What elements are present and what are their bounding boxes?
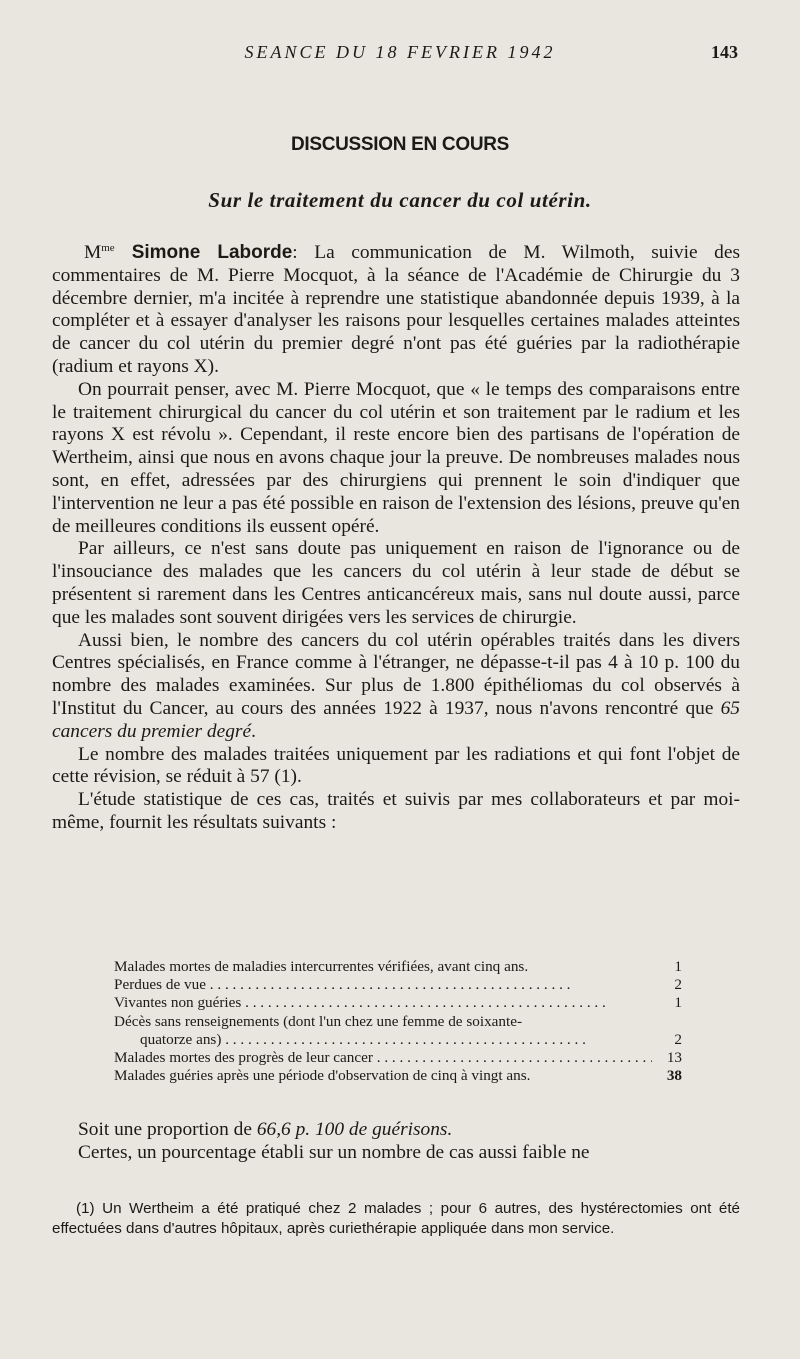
body-text: [52, 237, 740, 835]
page-number: 143: [711, 42, 738, 62]
speaker-title-superscript: me: [101, 242, 115, 254]
results-row-value: 1: [674, 994, 682, 1012]
paragraph-3: Par ailleurs, ce n'est sans doute pas uniquement en raison de l'ignorance ou de l'insouciance des malades que les cancers du col utérin à leur stade de début se présentent si rarement dans les Centres anticancéreux mais, sans nul doute aussi, parce que les malades sont souvent dirigées vers les services de chirurgie.: [52, 538, 740, 628]
section-heading: DISCUSSION EN COURS: [290, 134, 510, 155]
results-row: [114, 1049, 682, 1067]
running-head: [0, 42, 800, 68]
results-row: [114, 1067, 682, 1085]
results-row-label: Malades mortes de maladies intercurrentes vérifiées, avant cinq ans.: [114, 958, 529, 975]
results-row: [114, 958, 682, 976]
section-subheading: Sur le traitement du cancer du col utérin.: [208, 188, 592, 212]
results-row-value: 2: [674, 1030, 682, 1048]
results-row-label: Malades mortes des progrès de leur cancer . . .: [114, 1049, 652, 1067]
paragraph-7: [52, 1119, 740, 1142]
paragraph-4: [52, 630, 740, 744]
running-head-title: SEANCE DU 18 FEVRIER 1942: [244, 42, 556, 62]
paragraph-7-text: Soit une proportion de: [78, 1119, 257, 1140]
paragraph-1-text: : La communication de M. Wilmoth, suivie des commentaires de M. Pierre Mocquot, à la séance de l'Académie de Chirurgie du 3 décembre dernier, m'a incitée à reprendre une statistique abandonnée depuis 1939, à la compléter et à essayer d'analyser les raisons pour lesquelles certaines malades atteintes de cancer du col utérin du premier degré n'ont pas été guéries par la radiothérapie (radium et rayons X).: [52, 242, 740, 377]
paragraph-4-text: Aussi bien, le nombre des cancers du col utérin opérables traités dans les divers Centres spécialisés, en France comme à l'étranger, ne dépasse-t-il pas 4 à 10 p. 100 du nombre des malades examinées. Sur plus de 1.800 épithéliomas du col observés à l'Institut du Cancer, au cours des années 1922 à 1937, nous n'avons rencontré que: [52, 629, 740, 719]
paragraph-8: Certes, un pourcentage établi sur un nombre de cas aussi faible ne: [78, 1141, 590, 1163]
results-row-value: 38: [666, 1067, 682, 1085]
speaker-name: Simone Laborde: [114, 242, 293, 263]
results-row-label: Vivantes non guéries . . .: [114, 994, 652, 1012]
results-row: [114, 1013, 682, 1031]
paragraph-1: [52, 237, 740, 379]
results-row-continuation: [114, 1031, 682, 1049]
paragraph-2: On pourrait penser, avec M. Pierre Mocquot, que « le temps des comparaisons entre le traitement chirurgical du cancer du col utérin et son traitement par le radium et les rayons X est révolu ». Cependant, il reste encore bien des partisans de l'opération de Wertheim, ainsi que nous en avons chaque jour la preuve. De nombreuses malades nous sont, en effet, adressées par des chirurgiens qui prennent le soin d'indiquer que l'intervention ne leur a pas été possible en raison de l'extension des lésions, preuve qu'en de meilleures conditions ils eussent opéré.: [52, 378, 740, 537]
closing-text: [52, 1119, 740, 1165]
paragraph-5: Le nombre des malades traitées uniquement par les radiations et qui font l'objet de cette révision, se réduit à 57 (1).: [52, 743, 740, 788]
results-row-value: 2: [674, 976, 682, 994]
paragraph-4-emphasis: 65 cancers du premier degré: [52, 697, 740, 742]
results-row: [114, 994, 682, 1012]
results-table: [114, 958, 682, 1085]
results-row-value: 13: [666, 1049, 682, 1067]
results-row-value: 1: [674, 958, 682, 975]
results-row: [114, 976, 682, 994]
paragraph-7-emphasis: 66,6 p. 100 de guérisons.: [256, 1119, 453, 1140]
speaker-title: M: [84, 242, 102, 263]
results-row-label: Décès sans renseignements (dont l'un chez une femme de soixante-: [114, 1012, 523, 1030]
footnote-text: (1) Un Wertheim a été pratiqué chez 2 malades ; pour 6 autres, des hystérectomies ont été effectuées dans d'autres hôpitaux, après curiethérapie appliquée dans mon service.: [52, 1200, 740, 1237]
results-row-label: quatorze ans) . . .: [114, 1031, 652, 1049]
footnote: [52, 1199, 740, 1238]
results-row-label: Malades guéries après une période d'observation de cinq à vingt ans.: [114, 1067, 531, 1085]
paragraph-4-end: .: [251, 720, 256, 742]
results-row-label: Perdues de vue . . .: [114, 976, 652, 994]
paragraph-6: L'étude statistique de ces cas, traités et suivis par mes collaborateurs et par moi-même, fournit les résultats suivants :: [52, 789, 740, 833]
